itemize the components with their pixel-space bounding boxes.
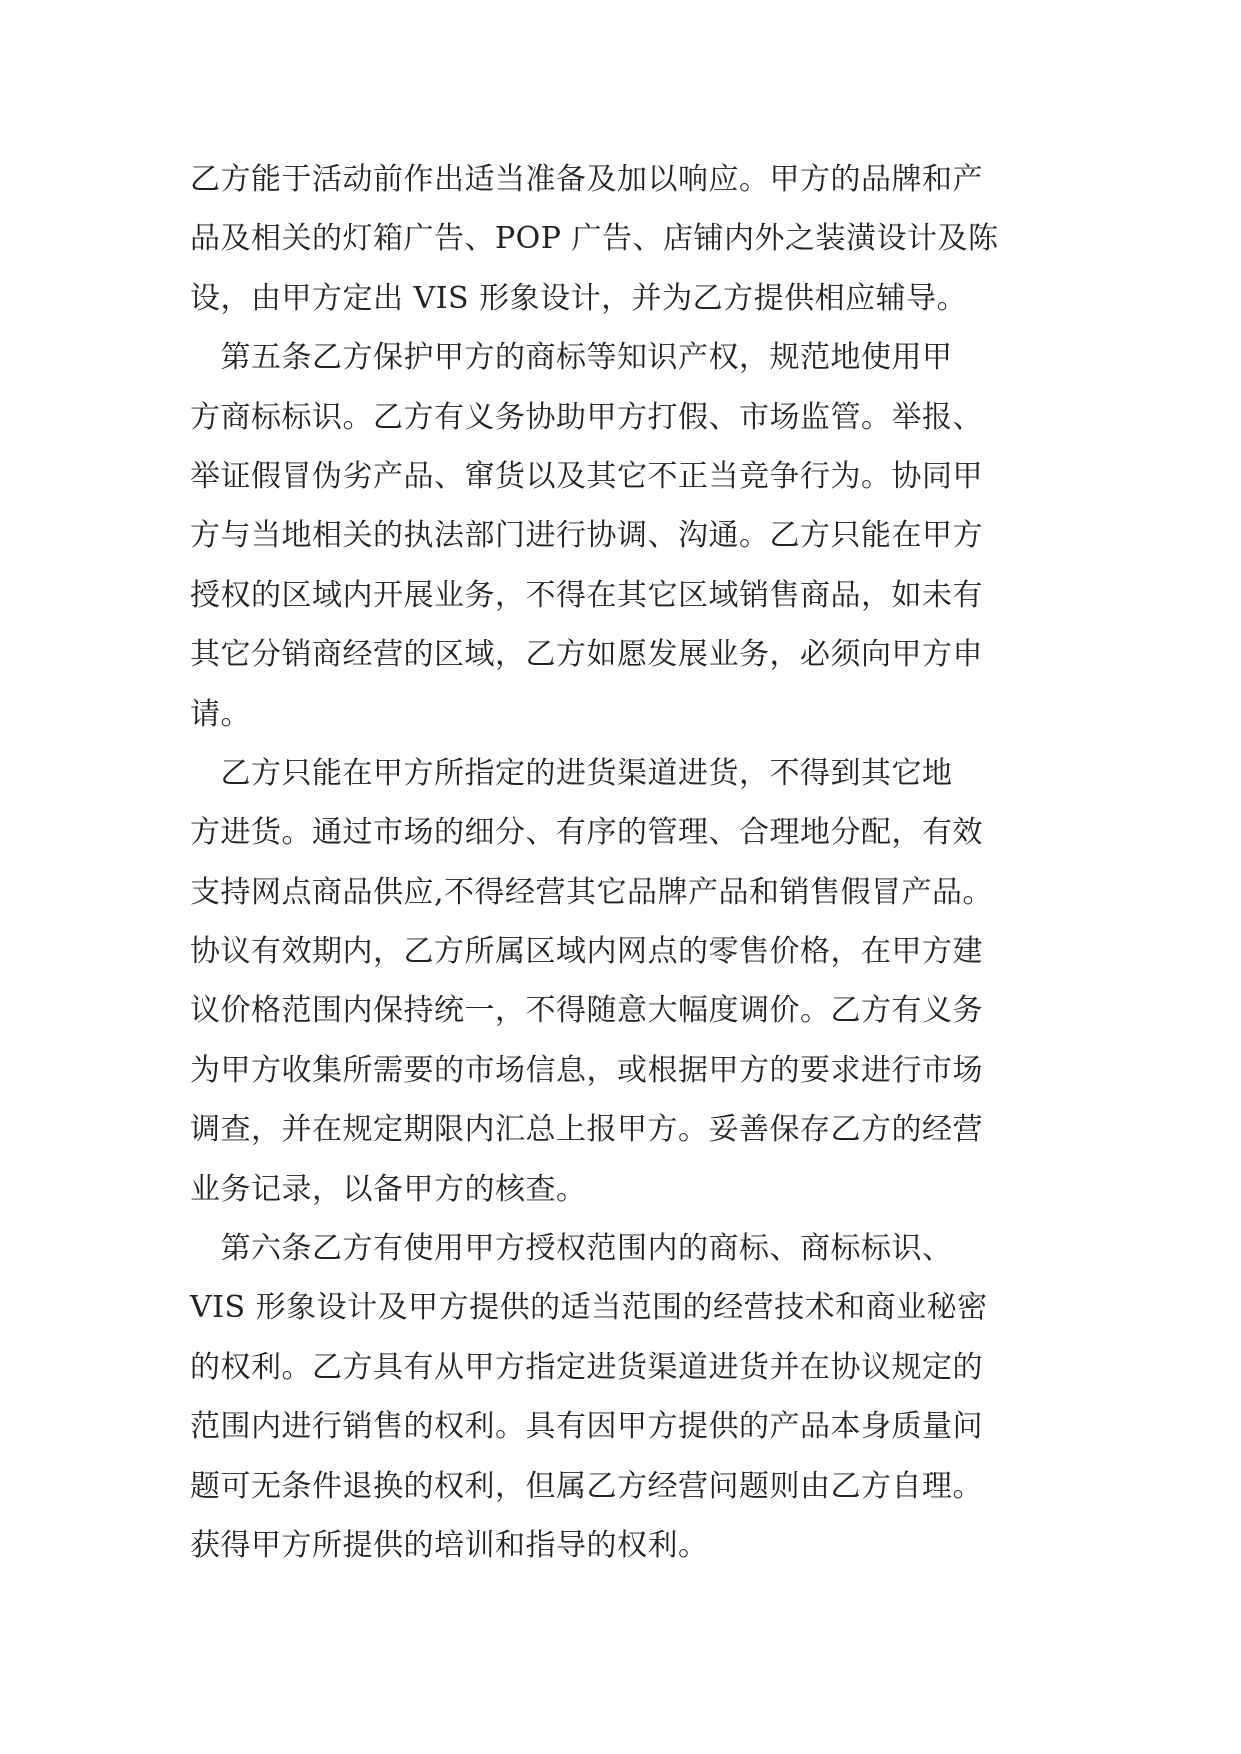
text-line: 范围内进行销售的权利。具有因甲方提供的产品本身质量问 xyxy=(190,1409,983,1445)
text-line: 乙方能于活动前作出适当准备及加以响应。甲方的品牌和产 xyxy=(190,162,983,197)
text-line: 方与当地相关的执法部门进行协调、沟通。乙方只能在甲方 xyxy=(190,518,983,554)
text-line: 业务记录，以备甲方的核查。 xyxy=(190,1171,587,1207)
text-line: 协议有效期内，乙方所属区域内网点的零售价格，在甲方建 xyxy=(190,934,983,970)
text-line: 第五条乙方保护甲方的商标等知识产权，规范地使用甲 xyxy=(190,340,953,376)
text-line: 获得甲方所提供的培训和指导的权利。 xyxy=(190,1527,709,1563)
text-line: 第六条乙方有使用甲方授权范围内的商标、商标标识、 xyxy=(190,1231,953,1267)
text-line: 授权的区域内开展业务，不得在其它区域销售商品，如未有 xyxy=(190,577,983,613)
text-line: 乙方只能在甲方所指定的进货渠道进货，不得到其它地 xyxy=(190,755,953,791)
text-line: 品及相关的灯箱广告、POP 广告、店铺内外之装潢设计及陈 xyxy=(190,221,999,257)
text-line: 为甲方收集所需要的市场信息，或根据甲方的要求进行市场 xyxy=(190,1052,983,1088)
text-line: 其它分销商经营的区域，乙方如愿发展业务，必须向甲方申 xyxy=(190,637,983,673)
body-text xyxy=(190,150,1055,1575)
text-line: 调查，并在规定期限内汇总上报甲方。妥善保存乙方的经营 xyxy=(190,1112,983,1148)
text-line: 议价格范围内保持统一，不得随意大幅度调价。乙方有义务 xyxy=(190,993,983,1029)
text-line: 题可无条件退换的权利，但属乙方经营问题则由乙方自理。 xyxy=(190,1468,983,1504)
text-line: VIS 形象设计及甲方提供的适当范围的经营技术和商业秘密 xyxy=(190,1290,988,1326)
text-line: 设，由甲方定出 VIS 形象设计，并为乙方提供相应辅导。 xyxy=(190,280,968,316)
text-line: 的权利。乙方具有从甲方指定进货渠道进货并在协议规定的 xyxy=(190,1349,983,1385)
text-line: 支持网点商品供应,不得经营其它品牌产品和销售假冒产品。 xyxy=(190,874,994,910)
text-line: 方商标标识。乙方有义务协助甲方打假、市场监管。举报、 xyxy=(190,399,983,435)
text-line: 请。 xyxy=(190,696,251,732)
text-line: 方进货。通过市场的细分、有序的管理、合理地分配，有效 xyxy=(190,815,983,851)
text-line: 举证假冒伪劣产品、窜货以及其它不正当竞争行为。协同甲 xyxy=(190,458,983,494)
